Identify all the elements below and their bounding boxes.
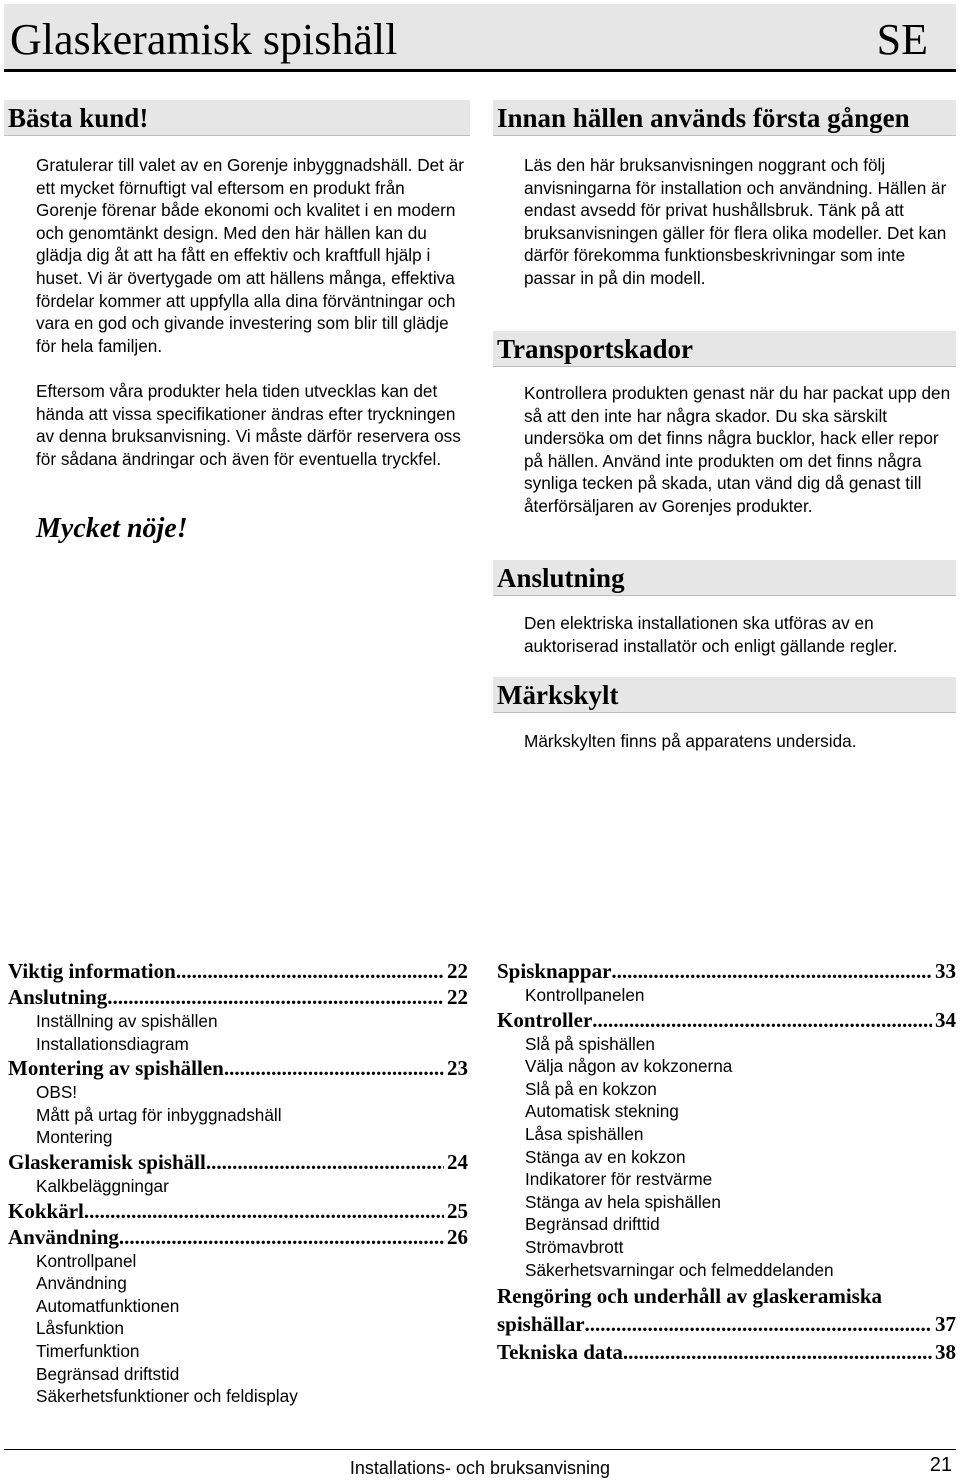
rating-plate-paragraph: Märkskylten finns på apparatens undersida. <box>524 731 857 751</box>
table-of-contents-left <box>8 958 468 1408</box>
heading-first-use: Innan hällen används första gången <box>497 103 910 133</box>
toc-entry-title: spishällar <box>497 1312 585 1337</box>
toc-subentry[interactable]: Låsa spishällen <box>525 1123 644 1144</box>
toc-entry-title: Tekniska data <box>497 1340 623 1365</box>
toc-entry-title: Kokkärl <box>8 1198 84 1223</box>
toc-subentry[interactable]: Låsfunktion <box>36 1318 124 1339</box>
toc-subentry[interactable]: Inställning av spishällen <box>36 1011 218 1031</box>
toc-leader-dots <box>107 984 444 1010</box>
toc-entry-technical-data[interactable] <box>497 1339 956 1365</box>
language-code: SE <box>876 15 928 64</box>
footer-divider <box>4 1449 956 1450</box>
toc-subentry[interactable]: Mått på urtag för inbyggnadshäll <box>36 1104 282 1125</box>
toc-page-number: 33 <box>935 959 956 983</box>
toc-subentry[interactable]: Automatisk stekning <box>525 1101 679 1122</box>
toc-page-number: 22 <box>447 959 468 983</box>
toc-entry-title: Kontroller <box>497 1007 593 1032</box>
footer-title: Installations- och bruksanvisning <box>349 1458 611 1478</box>
toc-entry[interactable] <box>8 958 468 984</box>
toc-subentry[interactable]: Säkerhetsfunktioner och feldisplay <box>36 1386 298 1407</box>
toc-entry-title: Glaskeramisk spishäll <box>8 1149 206 1174</box>
document-title: Glaskeramisk spishäll <box>10 15 398 64</box>
heading-bar-connection <box>493 560 956 596</box>
title-bar <box>4 4 956 72</box>
toc-subentry[interactable]: Begränsad driftstid <box>36 1363 180 1384</box>
toc-subentry[interactable]: Slå på en kokzon <box>525 1078 657 1099</box>
transport-paragraph: Kontrollera produkten genast när du har packat upp den så att den inte har några skador. Du ska särskilt undersöka om det finns några bucklor, hack eller repor på hällen. Använd inte produkten om det finns några synliga tecken på skada, utan vänd dig då genast till återförsäljaren av Gorenjes produkter. <box>524 383 951 516</box>
page-number: 21 <box>929 1454 952 1476</box>
heading-transport: Transportskador <box>497 334 694 364</box>
toc-subentry[interactable]: Begränsad drifttid <box>525 1214 660 1235</box>
toc-subentry[interactable]: Stänga av en kokzon <box>525 1146 686 1167</box>
toc-subentry[interactable]: Indikatorer för restvärme <box>525 1169 713 1190</box>
intro-paragraph: Gratulerar till valet av en Gorenje inbyggnadshäll. Det är ett mycket förnuftigt val eftersom en produkt från Gorenje förenar både ekonomi och kvalitet i en modern och genomtänkt design. Med den här hällen kan du glädja dig åt att ha fått en effektiv och kraftfull hjälp i huset. Vi är övertygade om att hällens många, effektiva fördelar kommer att uppfylla alla dina förväntningar och vara en god och givande investering som blir till glädje för hela familjen. <box>36 155 465 356</box>
toc-leader-dots <box>585 1311 932 1337</box>
heading-bar-rating-plate <box>493 677 956 713</box>
toc-leader-dots <box>224 1055 444 1081</box>
notice-paragraph: Eftersom våra produkter hela tiden utvecklas kan det hända att vissa specifikationer ändras efter tryckningen av denna bruksanvisning. Vi måste därför reservera oss för sådana ändringar och även för eventuella tryckfel. <box>36 381 461 469</box>
toc-subentry[interactable]: Stänga av hela spishällen <box>525 1191 721 1212</box>
toc-leader-dots <box>611 958 932 984</box>
toc-leader-dots <box>84 1198 444 1224</box>
toc-leader-dots <box>206 1149 444 1175</box>
toc-entry[interactable] <box>8 984 468 1010</box>
heading-connection: Anslutning <box>497 563 625 593</box>
toc-subentry[interactable]: OBS! <box>36 1082 78 1103</box>
toc-entry-title: Anslutning <box>8 985 108 1009</box>
toc-leader-dots <box>176 958 444 984</box>
heading-bar-first-use <box>493 100 956 136</box>
toc-subentry[interactable]: Välja någon av kokzonerna <box>525 1056 733 1077</box>
toc-entry[interactable] <box>8 1198 468 1224</box>
toc-subentry[interactable]: Installationsdiagram <box>36 1033 189 1054</box>
toc-subentry[interactable]: Strömavbrott <box>525 1236 624 1257</box>
heading-rating-plate: Märkskylt <box>497 680 619 710</box>
toc-entry-title: Spisknappar <box>497 959 612 983</box>
toc-leader-dots <box>623 1339 932 1365</box>
toc-page-number: 23 <box>447 1056 468 1081</box>
toc-page-number: 24 <box>447 1149 468 1174</box>
heading-bar-transport <box>493 331 956 367</box>
toc-subentry[interactable]: Säkerhetsvarningar och felmeddelanden <box>525 1259 834 1280</box>
toc-entry-title: Användning <box>8 1224 119 1249</box>
toc-entry[interactable] <box>8 1055 468 1081</box>
toc-subentry[interactable]: Montering <box>36 1127 113 1148</box>
toc-page-number: 38 <box>935 1340 956 1365</box>
toc-entry-cleaning-line2[interactable] <box>497 1311 956 1337</box>
toc-entry[interactable] <box>8 1224 468 1250</box>
toc-subentry[interactable]: Användning <box>36 1273 127 1294</box>
connection-paragraph: Den elektriska installationen ska utföras av en auktoriserad installatör och enligt gällande regler. <box>524 613 898 656</box>
toc-page-number: 25 <box>447 1198 468 1223</box>
closing-greeting: Mycket nöje! <box>36 513 188 544</box>
toc-subentry[interactable]: Slå på spishällen <box>525 1033 655 1054</box>
table-of-contents-right <box>497 958 956 1365</box>
first-use-paragraph: Läs den här bruksanvisningen noggrant och följ anvisningarna för installation och användning. Hällen är endast avsedd för privat hushållsbruk. Tänk på att bruksanvisningen gäller för flera olika modeller. Det kan därför förekomma funktionsbeskrivningar som inte passar in på din modell. <box>524 155 947 288</box>
toc-entry-title: Viktig information <box>8 959 176 983</box>
toc-subentry[interactable]: Automatfunktionen <box>36 1295 180 1316</box>
toc-leader-dots <box>592 1007 932 1033</box>
toc-page-number: 26 <box>447 1224 468 1249</box>
toc-entry[interactable] <box>8 1149 468 1175</box>
toc-subentry[interactable]: Kontrollpanel <box>36 1250 137 1271</box>
toc-leader-dots <box>119 1224 444 1250</box>
toc-entry[interactable] <box>497 1007 956 1033</box>
toc-entry[interactable] <box>497 958 956 984</box>
toc-entry-cleaning-line1[interactable]: Rengöring och underhåll av glaskeramiska <box>497 1284 883 1309</box>
heading-dear-customer: Bästa kund! <box>8 103 149 133</box>
toc-subentry[interactable]: Timerfunktion <box>36 1340 140 1361</box>
toc-subentry[interactable]: Kalkbeläggningar <box>36 1175 169 1196</box>
toc-page-number: 37 <box>935 1312 956 1337</box>
toc-subentry[interactable]: Kontrollpanelen <box>525 985 645 1005</box>
heading-bar-dear-customer <box>4 100 470 136</box>
toc-page-number: 22 <box>447 985 468 1009</box>
toc-entry-title: Montering av spishällen <box>8 1056 224 1081</box>
toc-page-number: 34 <box>935 1007 956 1032</box>
